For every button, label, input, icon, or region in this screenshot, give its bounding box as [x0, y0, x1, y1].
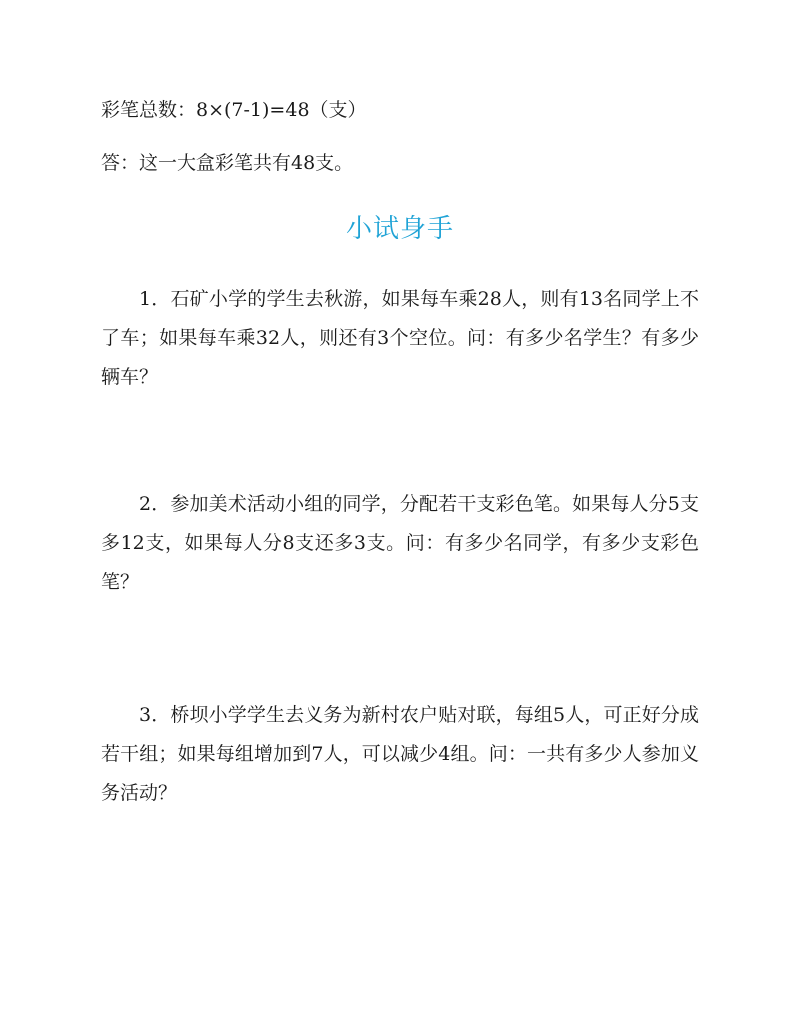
- problem-3: 3．桥坝小学学生去义务为新村农户贴对联，每组5人，可正好分成若干组；如果每组增加到7人，可以减少4组。问：一共有多少人参加义务活动？: [101, 704, 699, 804]
- solution-answer: 答：这一大盒彩笔共有48支。: [101, 152, 354, 174]
- problem-2: 2．参加美术活动小组的同学，分配若干支彩色笔。如果每人分5支多12支，如果每人分8支还多3支。问：有多少名同学，有多少支彩色笔？: [101, 493, 699, 593]
- section-title: 小试身手: [345, 214, 454, 244]
- problem-1: 1．石矿小学的学生去秋游，如果每车乘28人，则有13名同学上不了车；如果每车乘32人，则还有3个空位。问：有多少名学生？有多少辆车？: [101, 288, 699, 388]
- solution-calculation: 彩笔总数：8×(7-1)=48（支）: [101, 99, 367, 121]
